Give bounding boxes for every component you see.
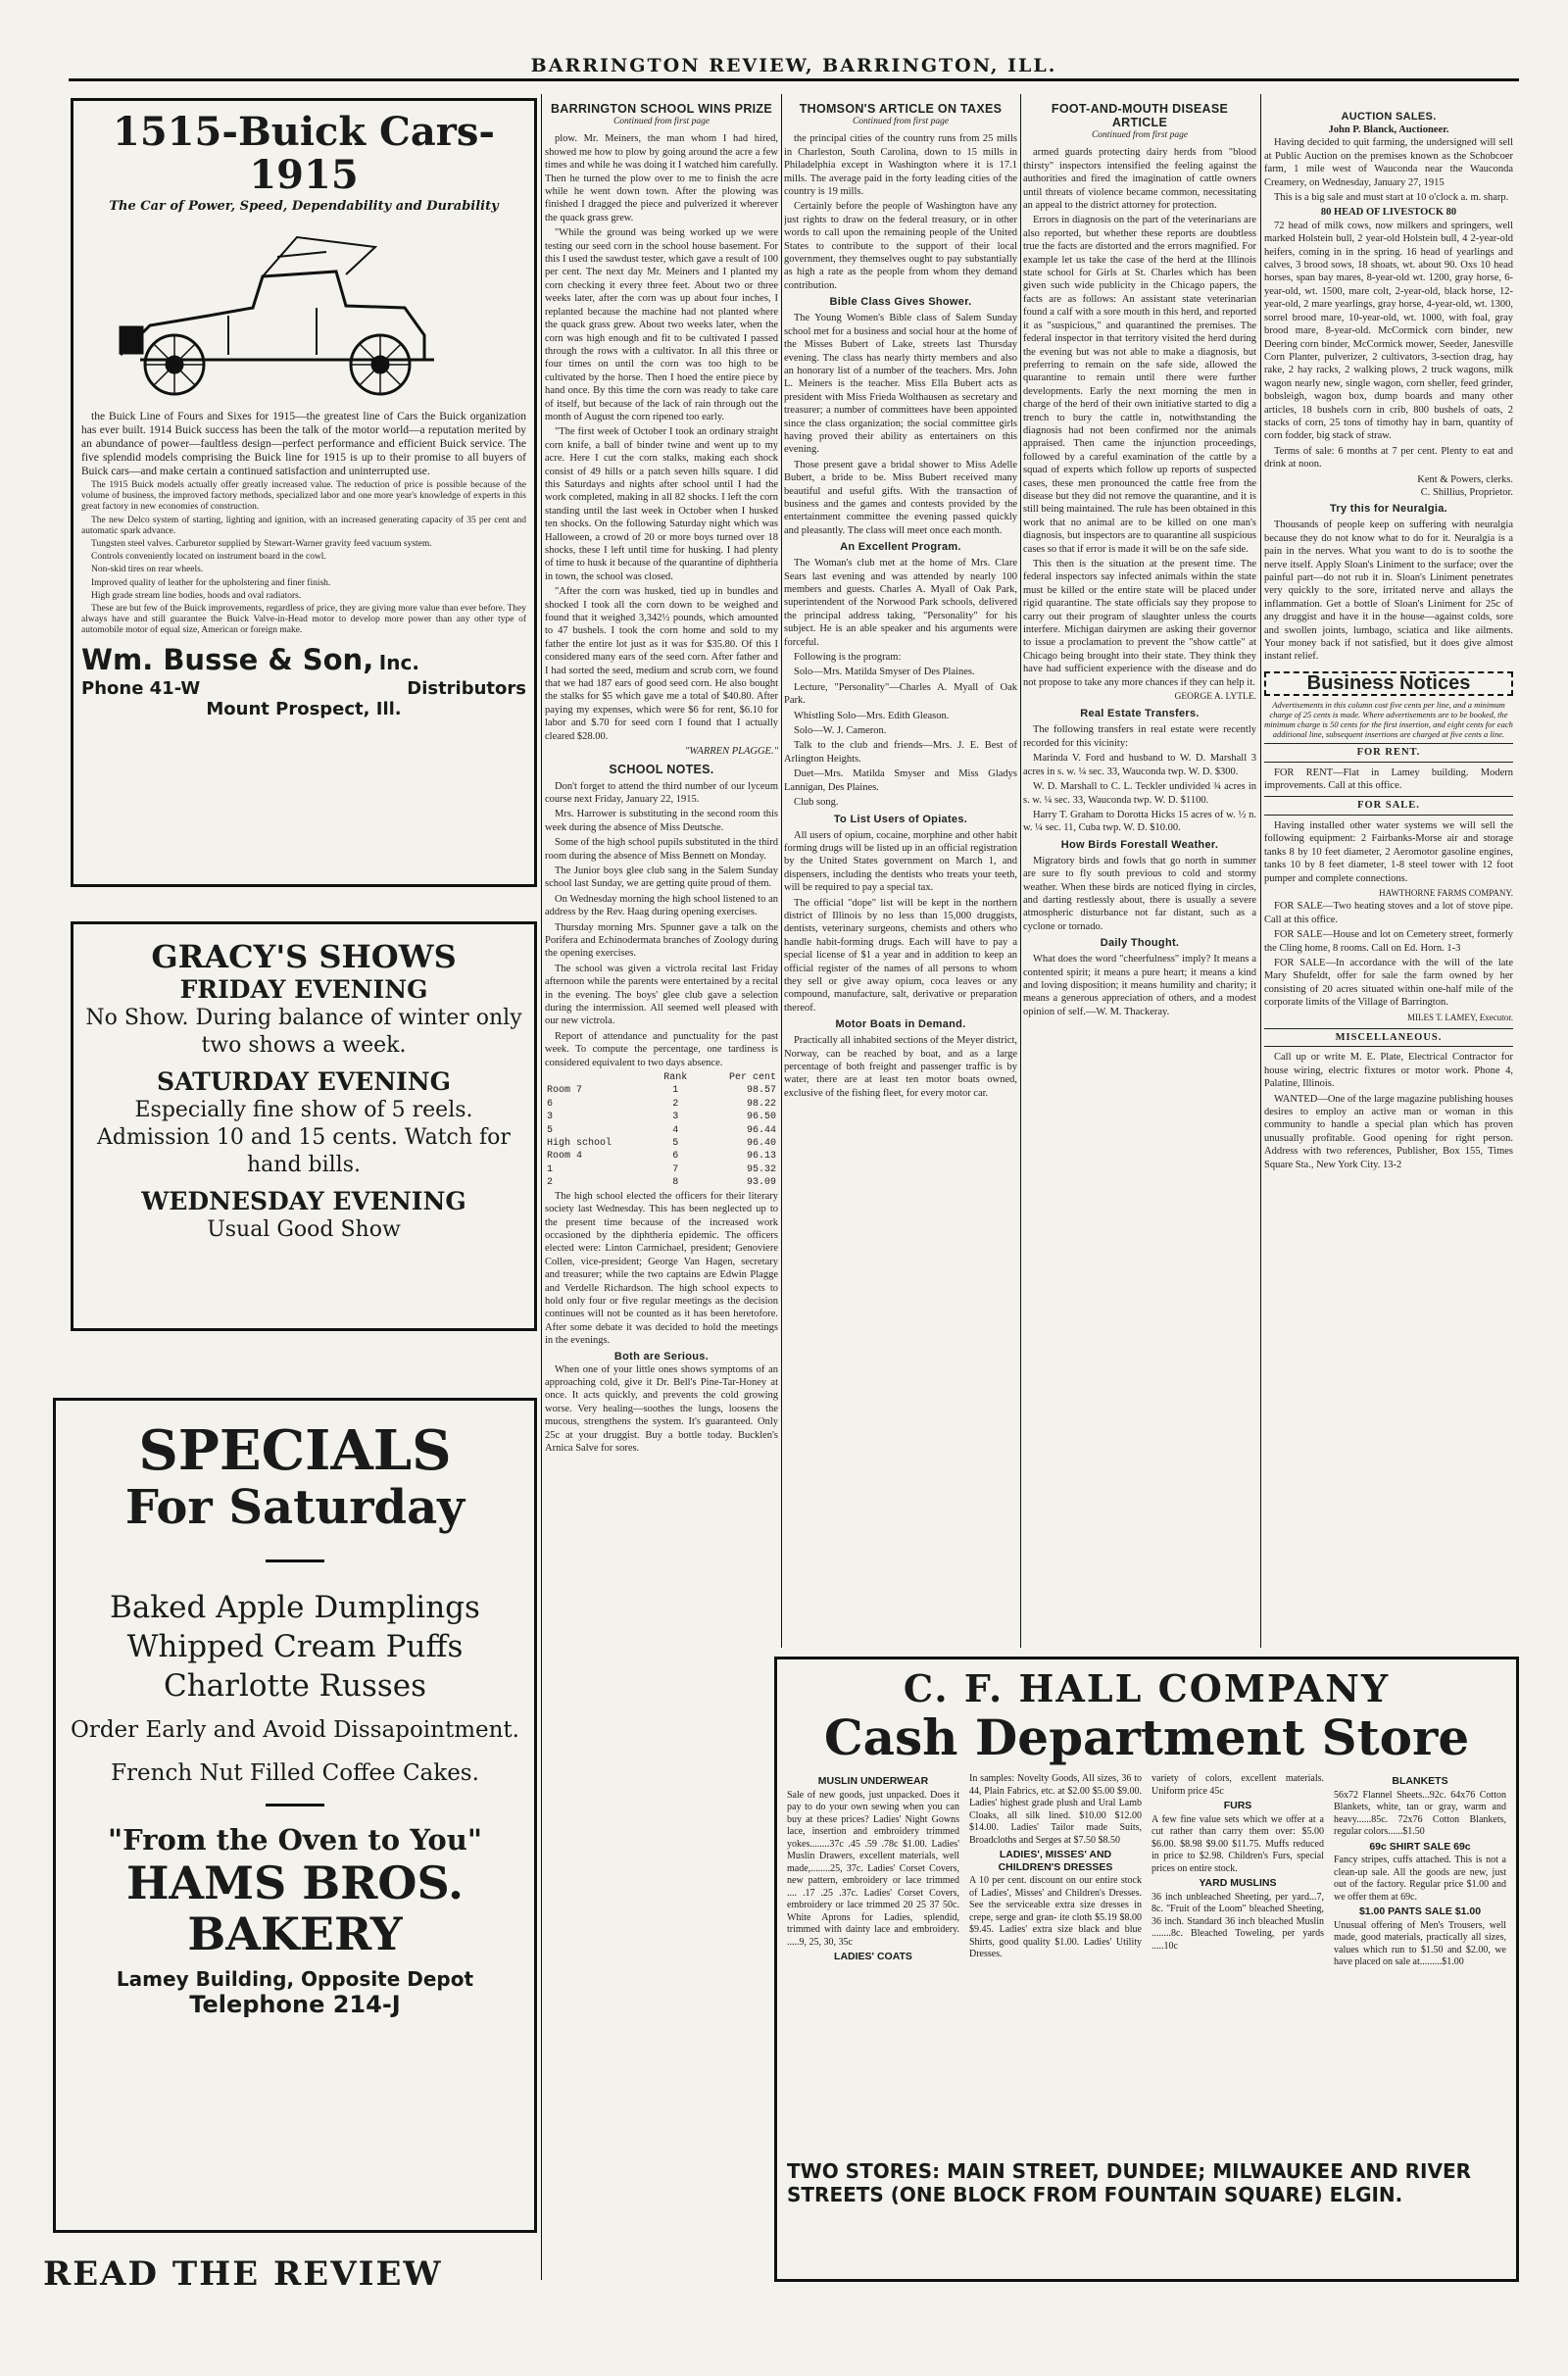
school-article: [545, 102, 778, 2347]
hall-company-ad: [774, 1657, 1519, 2282]
furs-headline: FURS: [1223, 1800, 1252, 1811]
specials-item-1: Whipped Cream Puffs: [126, 1629, 464, 1664]
hams-address: Lamey Building, Opposite Depot: [116, 1967, 474, 1991]
buick-dealer: Wm. Busse & Son,: [81, 642, 374, 676]
motorboats-p1: Practically all inhabited sections of the Meyer district, Norway, can be reached by boat, and as a large percentage of both freight and passenger traffic is by water, there are at least ten motor boats owned, exclusive of the fishing fleet, for every motor car.: [784, 1035, 1017, 1099]
attendance-percent: 98.22: [746, 1098, 776, 1110]
hams-name: HAMS BROS.: [125, 1856, 465, 1909]
attendance-row: [545, 1098, 778, 1111]
school-note-7: The school was given a victrola recital last Friday afternoon while the parents were entertained by a recital in the evening. The boys' glee club gave a selection during the intermission. All seemed well pleased with our new victrola.: [545, 963, 778, 1027]
program-p5: Whistling Solo—Mrs. Edith Gleason.: [794, 710, 950, 721]
foot-p2: Errors in diagnosis on the part of the veterinarians are also reported, but whether these reports are doubtless true the facts are distorted and the errors magnified. For example let us take the case of the herd at the Illinois state school for Girls at St. Charles which has been given such wide publicity in the Chicago papers, the facts are as follows: An assistant state veterinarian found a calf with a sore mouth in this herd, and reported it as "suspicious," and quarantined the premises. The federal inspector in that territory visited the herd during the evening but was not able to make a diagnosis, but preferring to remain on the safe side, allowed the quarantine to remain until there were further developments. Early the next morning the men in charge of the herd of their own initiative started to dig a trench to bury the cattle in, notwithstanding the diagnosis had not been confirmed nor the animals appraised. Then came the injunction proceedings, followed by a careful examination of the cattle by a squad of experts which follow up reports of suspected cases, these men pronounced the cattle free from the disease but they did not remove the quarantine, and it is still being maintained. The rule has been obtained in this work that no animal are to be killed on one man's diagnosis, but inspectors are to quarantine all suspicious cases so that if error is made it will be on the safe side.: [1023, 215, 1256, 555]
buick-town: Mount Prospect, Ill.: [206, 698, 402, 719]
hams-oven: "From the Oven to You": [108, 1823, 482, 1856]
pants-sale-text: Unusual offering of Men's Trousers, well made, good materials, practically all sizes, values which run to $1.50 and $2.00, we have placed on sale at.........$1.00: [1334, 1919, 1506, 1967]
program-p2: Following is the program:: [794, 652, 902, 664]
buick-body-5: Controls conveniently located on instrument board in the cowl.: [91, 552, 326, 563]
for-sale-2: FOR SALE—Two heating stoves and a lot of stove pipe. Call at this office.: [1264, 901, 1513, 925]
gracy-saturday: SATURDAY EVENING: [157, 1067, 451, 1096]
attendance-header-percent: Per cent: [728, 1072, 776, 1084]
attendance-room: 1: [547, 1163, 554, 1175]
school-note-8: Report of attendance and punctuality for the past week. To compute the percentage, one tardiness is considered equivalent to two days absence.: [545, 1030, 778, 1068]
opiates-p2: The official "dope" list will be kept in the northern district of Illinois by no less than 15,000 druggists, dentists, veterinary surgeons, chemists and others who handle habit-forming drugs. Each will have to pay a special license of $1 a year and in addition to keep an official register of the names of all persons to whom they sell or give away opium, coca leaves or any compound, manufacture, salt, derivative or preparation thereof.: [784, 897, 1017, 1014]
attendance-row: [545, 1084, 778, 1097]
hall-title: C. F. HALL COMPANY: [903, 1666, 1391, 1710]
program-p7: Talk to the club and friends—Mrs. J. E. Best of Arlington Heights.: [784, 740, 1017, 765]
thomson-continued: Continued from first page: [852, 117, 950, 126]
specials-order: Order Early and Avoid Dissapointment.: [70, 1717, 519, 1743]
hall-col-4: [1334, 1773, 1506, 2152]
car-icon: [81, 218, 532, 410]
for-sale-4-sig: MILES T. LAMEY, Executor.: [1407, 1012, 1513, 1022]
column-separator: [1020, 94, 1021, 1648]
hams-telephone: Telephone 214-J: [189, 1991, 401, 2018]
motorboats-headline: Motor Boats in Demand.: [835, 1018, 966, 1031]
furs-text: A few fine value sets which we offer at a cut rather than carry them over: $5.00 $6.00. $8.98 $9.00 $11.75. Muffs reduced in price to $2.98. Children's Furs, special prices on entire stock.: [1152, 1813, 1324, 1874]
foot-p1: armed guards protecting dairy herds from "blood thirsty" inspectors intensified the feeling against the authorities and fired the imagination of cattle owners until threats of violence became common, necessitating an appeal to the district attorney for protection.: [1023, 147, 1256, 212]
attendance-room: 3: [547, 1112, 554, 1123]
attendance-row: [545, 1150, 778, 1163]
foot-signature: GEORGE A. LYTLE.: [1174, 692, 1256, 703]
for-sale-1: Having installed other water systems we will sell the following equipment: 2 Fairbanks-Morse air and storage tanks 8 by 10 feet diameter, 2 Aeromotor gasoline engines, tanks 10 by 8 feet diameter, 1-8 steel tower with 12 foot pumper and complete connections.: [1264, 819, 1513, 884]
school-note-3: Some of the high school pupils substituted in the third room during the absence of Miss Bennett on Monday.: [545, 837, 778, 862]
buick-body-9: These are but few of the Buick improvements, regardless of price, they are giving more value than ever before. They always have and still guarantee the Buick Valve-in-Head motor to develop more power than any other type of automobile motor of equal size, American or foreign make.: [81, 604, 526, 636]
buick-body-7: Improved quality of leather for the upholstering and finer finish.: [91, 577, 331, 588]
gracy-title: GRACY'S SHOWS: [151, 938, 457, 975]
school-note-6: Thursday morning Mrs. Spunner gave a talk on the Porifera and Echinodermata branches of Zoology during the opening exercises.: [545, 921, 778, 960]
realestate-p2: Marinda V. Ford and husband to W. D. Marshall 3 acres in s. w. ¼ sec. 33, Wauconda twp. W. D. $300.: [1023, 753, 1256, 777]
specials-item-2: Charlotte Russes: [163, 1668, 427, 1704]
attendance-rank: 1: [672, 1085, 679, 1097]
blankets-headline: BLANKETS: [1392, 1775, 1448, 1787]
school-p1: plow. Mr. Meiners, the man whom I had hired, showed me how to plow by going around the acre a few times and while he was doing it I watched him carefully. Then he turned the plow over to me to finish the acre while he went down town. After the plowing was finished I dragged the piece and pulverized it wherever the quack grass grew.: [545, 133, 778, 223]
school-notes-headline: SCHOOL NOTES.: [609, 762, 714, 776]
program-p8: Duet—Mrs. Matilda Smyser and Miss Gladys Lannigan, Des Plaines.: [784, 768, 1017, 793]
attendance-row: [545, 1111, 778, 1123]
realestate-headline: Real Estate Transfers.: [1080, 708, 1200, 720]
specials-french: French Nut Filled Coffee Cakes.: [111, 1760, 479, 1786]
auction-proprietor: C. Shillius, Proprietor.: [1420, 486, 1513, 498]
attendance-percent: 98.57: [746, 1085, 776, 1097]
realestate-p3: W. D. Marshall to C. L. Teckler undivided ¾ acres in s. w. ¼ sec. 33, Wauconda twp. W. D. $1100.: [1023, 781, 1256, 806]
business-rates: Advertisements in this column cost five cents per line, and a minimum charge of 25 cents is made. Where advertisements are to be booked, the minimum charge is 50 cents for the first insertion, and eight cents for each additional line, subsequent insertions are charged at five cents a line.: [1264, 700, 1513, 740]
attendance-room: High school: [547, 1138, 612, 1150]
misc-1: Call up or write M. E. Plate, Electrical Contractor for house wiring, electric fixtures or motor work. Phone 4, Palatine, Illinois.: [1264, 1052, 1513, 1090]
foot-continued: Continued from first page: [1091, 130, 1189, 140]
foot-p3: This then is the situation at the present time. The federal inspectors say infected animals within the state must be killed or the entire state will be placed under rigid quarantine. The state officials say they propose to carry out their program of slaughter unless the courts interfere. Michigan dairymen are asking their governor to issue a proclamation to prevent the "show cattle" at Chicago being brought into their state. They think they have had sufficient experience with the disease and do not propose to take any more chances if they can help it.: [1023, 559, 1256, 688]
daily-thought-headline: Daily Thought.: [1100, 937, 1180, 950]
for-sale-4: FOR SALE—In accordance with the will of the late Mary Shufeldt, offer for sale the farm owned by her consisting of 20 acres situated within one-half mile of the corporate limits of the Village of Barrington.: [1264, 957, 1513, 1009]
attendance-rank: 3: [672, 1112, 679, 1123]
yard-muslins-headline: YARD MUSLINS: [1199, 1877, 1277, 1889]
program-headline: An Excellent Program.: [840, 541, 961, 554]
attendance-room: Room 4: [547, 1151, 583, 1163]
gracy-friday-text: No Show. During balance of winter only two shows a week.: [85, 1006, 522, 1058]
bible-p1: The Young Women's Bible class of Salem Sunday school met for a business and social hour at the home of the Misses Bubert of Lake, streets last Thursday evening. The class has nearly thirty members and also an honorary list of a number of the teachers. Mrs. John L. Meiners is the teacher. Miss Ella Bubert acts as president with Miss Frieda Wolthausen as secretary and treasurer; a number of committees have been appointed since the class organization; the social committee girls having proved their ability as entertainers on this evening.: [784, 313, 1017, 456]
misc-2: WANTED—One of the large magazine publishing houses desires to employ an active man or woman in this community to handle a special plan which has proven unusually profitable. Good opening for right person. Address with two references, Publisher, Box 155, Times Square Sta., New York City. 13-2: [1264, 1093, 1513, 1170]
buick-ad: [71, 98, 537, 887]
business-notices-title: Business Notices: [1264, 671, 1513, 696]
pants-sale-headline: $1.00 PANTS SALE $1.00: [1358, 1906, 1482, 1917]
hall-col-1: [787, 1773, 959, 2152]
foot-headline: FOOT-AND-MOUTH DISEASE ARTICLE: [1051, 102, 1229, 129]
attendance-rank: 5: [672, 1138, 679, 1150]
school-headline: BARRINGTON SCHOOL WINS PRIZE: [550, 102, 772, 116]
buick-dealer-inc: Inc.: [378, 650, 419, 674]
buick-phone: Phone 41-W: [81, 677, 201, 699]
bible-headline: Bible Class Gives Shower.: [829, 296, 972, 309]
hall-footer: TWO STORES: MAIN STREET, DUNDEE; MILWAUKEE AND RIVER STREETS (ONE BLOCK FROM FOUNTAIN SQUARE) ELGIN.: [787, 2159, 1472, 2206]
misc-headline: MISCELLANEOUS.: [1264, 1028, 1513, 1047]
specials-title: SPECIALS: [138, 1418, 452, 1483]
school-p2: "While the ground was being worked up we were testing our seed corn in the school house basement. For this I used the sawdust tester, which gave a result of 100 per cent. The next day Mr. Meiners and I planted my corn checking it every three feet. About two or three weeks later, after the corn was up about four inches, I replanted because the machine had not planted where the quack grass grew. About two weeks later, when the corn was high enough and fit to be cultivated I passed through the rows with a cultivator. In all this three or four times on until the corn was too high to be cultivated by the horse. Then I hoed the entire piece by hand once. By this time the corn was ready to take care of itself, but because of the lack of rain through out the month of August the corn ripened too early.: [545, 227, 778, 422]
shirt-sale-headline: 69c SHIRT SALE 69c: [1369, 1840, 1471, 1853]
auction-p1: Having decided to quit farming, the undersigned will sell at Public Auction on the premises known as the Schobcoer farm, 1 mile west of Wauconda near the Wauconda Creamery, on Wednesday, January 27, 1915: [1264, 137, 1513, 188]
school-note-2: Mrs. Harrower is substituting in the second room this week during the absence of Miss Deutsche.: [545, 809, 778, 833]
program-p9: Club song.: [794, 797, 839, 809]
auction-clerks: Kent & Powers, clerks.: [1417, 473, 1513, 485]
specials-subtitle: For Saturday: [124, 1480, 466, 1535]
column-separator: [541, 94, 542, 2280]
hall-subtitle: Cash Department Store: [823, 1708, 1470, 1766]
gracy-saturday-text: Especially fine show of 5 reels. Admission 10 and 15 cents. Watch for hand bills.: [97, 1098, 511, 1177]
buick-car-illustration: [81, 218, 526, 410]
attendance-percent: 93.09: [746, 1177, 776, 1189]
buick-slogan: The Car of Power, Speed, Dependability and Durability: [109, 199, 499, 214]
hall-samples-text: In samples: Novelty Goods, All sizes, 36 to 44, Plain Fabrics, etc. at $2.00 $5.00 $9.00. Ladies' highest grade plush and Ural Lamb Cloaks, all silk lined. $10.00 $12.00 $14.00. Ladies' Tailor made Suits, Broadcloths and Serges at $7.50 $8.50: [969, 1773, 1142, 1846]
attendance-table: [545, 1071, 778, 1190]
read-the-review: READ THE REVIEW: [43, 2254, 443, 2294]
attendance-percent: 96.40: [746, 1138, 776, 1150]
specials-item-0: Baked Apple Dumplings: [110, 1590, 480, 1625]
hall-col-3: [1152, 1773, 1324, 2152]
blankets-text: 56x72 Flannel Sheets...92c. 64x76 Cotton Blankets, white, tan or gray, warm and heavy......85c. 72x76 Cotton Blankets, regular colors......$1.50: [1334, 1789, 1506, 1837]
attendance-room: Room 7: [547, 1085, 583, 1097]
attendance-percent: 96.50: [746, 1112, 776, 1123]
attendance-header-rank: Rank: [663, 1072, 688, 1084]
program-p4: Lecture, "Personality"—Charles A. Myall of Oak Park.: [784, 681, 1017, 707]
attendance-row: [545, 1176, 778, 1189]
buick-title: 1515-Buick Cars-1915: [113, 109, 495, 198]
for-sale-3: FOR SALE—House and lot on Cemetery street, formerly the Cling home, 8 rooms. Call on Ed. Horn. 1-3: [1264, 929, 1513, 954]
gracy-friday: FRIDAY EVENING: [179, 975, 428, 1004]
birds-headline: How Birds Forestall Weather.: [1060, 838, 1219, 851]
thomson-p2: Certainly before the people of Washington have any just rights to draw on the federal treasury, or in other words to call upon the remaining people of the United States to contribute to the support of their local government, they themselves ought to pay substantially as high a rate as the people from whom they demand contribution.: [784, 201, 1017, 291]
ladies-coats-headline: LADIES' COATS: [834, 1951, 912, 1962]
masthead-rule: [69, 78, 1519, 81]
attendance-rank: 8: [672, 1177, 679, 1189]
auction-auctioneer: John P. Blanck, Auctioneer.: [1328, 124, 1449, 135]
auction-p4: 72 head of milk cows, now milkers and springers, well marked Holstein bull, 2 year-old Holstein bull, 4 2-year-old heifers, coming in in the spring. 16 head of yearlings and calves, 3 brood sows, 18 shoats, wt. about 90. Oxs 10 head horses, span bay mares, 8-year-old wt. 1200, gray horse, 6-year-old, wt. 1500, mare colt, 2-year-old, black horse, 12-year-old, 2 mare yearlings, gray horse, 4-year-old, wt. 1300, sorrel brood mare, 10-year-old, wt. 1000, with foal, gray brood mare, 8-year-old. McCormick corn binder, new Deering corn binder, McCormick mower, Seeder, Janesville Corn Planter, pulverizer, 2 cultivators, 3-section drag, hay rake, 2 hay racks, 2 walking plows, 2 truck wagons, milk wagon nearly new, single wagon, corn sheller, feed grinder, bobsleigh, wagon box, dump boards and many other articles, 18 bushels corn in crib, 800 bushels of oats, 2 stacks of corn, 25 tons of timothy hay in barn, quantity of corn fodder, big stack of straw.: [1264, 220, 1513, 442]
school-p3: "The first week of October I took an ordinary straight corn knife, a ball of binder twine and went up to my acre. Here I cut the corn stalks, making each shock consist of 49 hills or a patch seven hills square. I did this Saturdays and nights after school until I had the work completed, making in all 82 shocks. I left the corn standing until the last week in October when I husked ten shocks. On the following Saturday night which was Halloween, a crowd of 20 or more boys turned over 18 shocks, these I left until time for husking. I had plenty of time to husk it because of the quarantine of diphtheria in town, the school was closed.: [545, 426, 778, 582]
hams-bakery-ad: [53, 1398, 537, 2233]
attendance-rank: 7: [672, 1163, 679, 1175]
buick-body-6: Non-skid tires on rear wheels.: [91, 565, 204, 575]
attendance-percent: 96.13: [746, 1151, 776, 1163]
dresses-headline: LADIES', MISSES' AND CHILDREN'S DRESSES: [998, 1849, 1113, 1873]
thomson-p1: the principal cities of the country runs from 25 mills in Charleston, South Carolina, down to 15 mills in Philadelphia except in Washington where it is 17.1 mills. The average paid in the forty leading cities of the country is 19 mills.: [784, 133, 1017, 198]
attendance-room: 6: [547, 1098, 554, 1110]
auction-p5: Terms of sale: 6 months at 7 per cent. Plenty to eat and drink at noon.: [1264, 445, 1513, 470]
buick-body-3: The new Delco system of starting, lighting and ignition, with an increased generating capacity of 35 per cent and automatic spark advance.: [81, 515, 526, 536]
buick-body-8: High grade stream line bodies, hoods and oval radiators.: [91, 590, 302, 601]
attendance-rank: 4: [672, 1124, 679, 1136]
attendance-room: 2: [547, 1177, 554, 1189]
muslin-underwear-headline: MUSLIN UNDERWEAR: [817, 1775, 929, 1787]
muslin-underwear-text: Sale of new goods, just unpacked. Does it pay to do your own sewing when you can buy at these prices? Ladies' Night Gowns lace, insertion and embroidery trimmed yokes........37c .45 .59 .78c $1.00. Ladies' Muslin Drawers, excellent materials, well made,........25, 37c. Ladies' Corset Covers, new pattern, embroidery or lace trimmed .... .17 .25 .37c. Ladies' Corset Covers, embroidery or lace trimmed 20 25 37 50c. White Aprons for Ladies, splendid, trimmed with dainty lace and embroidery. .....9, 25, 30, 35c: [787, 1789, 959, 1948]
opiates-p1: All users of opium, cocaine, morphine and other habit forming drugs will be listed up in an official registration by the United States government on March 1, and dispensers, including the dentists who treats your teeth, will be required to pay a special tax.: [784, 829, 1017, 894]
buick-body-2: The 1915 Buick models actually offer greatly increased value. The reduction of price is possible because of the volume of business, the improved factory methods, specialized labor and one more year's knowledge of experts in this great factory in new economies of construction.: [81, 480, 526, 513]
for-sale-headline: FOR SALE.: [1264, 796, 1513, 815]
program-p6: Solo—W. J. Cameron.: [794, 725, 887, 737]
specials-divider: [266, 1559, 324, 1562]
opiates-headline: To List Users of Opiates.: [833, 813, 968, 825]
bible-p2: Those present gave a bridal shower to Miss Adelle Bubert, a bride to be. Miss Bubert received many beautiful and useful gifts. With the transaction of business and the games and contests provided by the entertainment committee the evening passed quickly and pleasantly. The class will meet once each month.: [784, 459, 1017, 536]
serious-body: When one of your little ones shows symptoms of an approaching cold, give it Dr. Bell's Pine-Tar-Honey at once. It acts quickly, and prevents the cold growing worse. Very healing—soothes the lungs, loosens the mucous, strengthens the system. It's guaranteed. Only 25c at your druggist. Buy a bottle today. Bucklen's Arnica Salve for sores.: [545, 1363, 778, 1454]
attendance-room: 5: [547, 1124, 554, 1136]
for-rent-headline: FOR RENT.: [1264, 743, 1513, 762]
thomson-headline: THOMSON'S ARTICLE ON TAXES: [799, 102, 1003, 116]
yard-muslins-text: 36 inch unbleached Sheeting, per yard...7, 8c. "Fruit of the Loom" bleached Sheeting, 36 inch. Standard 36 inch bleached Muslin ........8c. Bleached Toweling, per yards .....10c: [1152, 1891, 1324, 1952]
auction-p2: This is a big sale and must start at 10 o'clock a. m. sharp.: [1274, 192, 1509, 204]
buick-distributors: Distributors: [407, 677, 526, 699]
auction-column: [1264, 110, 1513, 1639]
neuralgia-p1: Thousands of people keep on suffering with neuralgia because they do not know what to do for it. Neuralgia is a pain in the nerves. What you want to do is to soothe the nerve itself. Apply Sloan's Liniment to the surface; over the painful part—do not rub it in. Sloan's Liniment penetrates very quickly to the sore, irritated nerve and allays the inflammation. Get a bottle of Sloan's Liniment for 25c of any druggist and have it in the house—against colds, sore and swollen joints, lumbago, sciatica and like ailments. Your money back if not satisfied, but it does give almost instant relief.: [1264, 520, 1513, 663]
dresses-text: A 10 per cent. discount on our entire stock of Ladies', Misses' and Children's Dresses. See the serviceable extra size dresses in crepe, serge and gran- ite cloth $5.19 $8.00 $9.45. Ladies' extra size black and blue Shirts, good quality $1.00. Ladies' Utility Dresses.: [969, 1875, 1142, 1959]
school-p4: "After the corn was husked, tied up in bundles and shocked I took all the corn down to be weighed and found that it weighed 3,342½ pounds, which amounted to 47 bushels. I took the corn home and sold to my father the entire lot just as it was for $35.80. Of this I considered many ears of the seed corn. After father and I had sorted the seed, medium and scrub corn, we found that we had 187 ears of good seed corn. He also bought the stalks for $5 which gave me a total of $40.80. After paying my expenses, which were $6 for rent, $6.10 for labor and $.70 for seed corn I found that I actually cleared $28.00.: [545, 586, 778, 742]
realestate-p1: The following transfers in real estate were recently recorded for this vicinity:: [1023, 724, 1256, 749]
column-separator: [781, 94, 782, 1648]
buick-body-1: the Buick Line of Fours and Sixes for 1915—the greatest line of Cars the Buick organization has ever built. 1914 Buick success has been the talk of the motor world—a reputation merited by an abundance of power—faultless design—perfect performance and efficient Buick service. The five splendid models comprising the Buick line for 1915 is up to their promise to all buyers of Buick cars—and make certain a continued satisfaction and uninterrupted use.: [81, 411, 526, 477]
column-separator: [1260, 94, 1261, 1648]
for-sale-1-sig: HAWTHORNE FARMS COMPANY.: [1379, 887, 1513, 898]
school-note-9: The high school elected the officers for their literary society last Wednesday. This has been neglected up to the present time because of the increased work occasioned by the diphtheria epidemic. The officers elected were: Linton Carmichael, president; Genoviere Collen, vice-president; George Van Hagen, secretary and treasurer; while the two captains are Edwin Plagge and Verdelle Richardson. The high school expects to hold only four or five regular meetings as the decision continues will not be counted as it has been heretofore. After some debate it was decided to hold the meetings in the evenings.: [545, 1190, 778, 1347]
daily-thought-p1: What does the word "cheerfulness" imply? It means a contented spirit; it means a pure heart; it means a kind and loving disposition; it means humility and charity; it means a generous appreciation of others, and a modest opinion of self.—W. M. Thackeray.: [1023, 954, 1256, 1017]
gracy-wednesday-text: Usual Good Show: [207, 1217, 401, 1242]
buick-body-4: Tungsten steel valves. Carburetor supplied by Stewart-Warner gravity feed vacuum system.: [91, 539, 432, 550]
gracy-wednesday: WEDNESDAY EVENING: [141, 1187, 466, 1215]
program-p3: Solo—Mrs. Matilda Smyser of Des Plaines.: [794, 667, 975, 678]
attendance-percent: 96.44: [746, 1124, 776, 1136]
hall-uniform-text: variety of colors, excellent materials. Uniform price 45c: [1152, 1773, 1324, 1797]
hall-col-2: [969, 1773, 1142, 2152]
specials-divider-2: [266, 1804, 324, 1807]
neuralgia-headline: Try this for Neuralgia.: [1330, 503, 1447, 516]
serious-headline: Both are Serious.: [613, 1350, 710, 1362]
attendance-row: [545, 1163, 778, 1176]
auction-livestock: 80 HEAD OF LIVESTOCK 80: [1320, 207, 1457, 219]
school-note-1: Don't forget to attend the third number of our lyceum course next Friday, January 22, 1915.: [545, 780, 778, 805]
hams-bakery: BAKERY: [187, 1907, 403, 1960]
birds-p1: Migratory birds and fowls that go north in summer are sure to fly south previous to cold and stormy weather. When these birds are noticed flying in circles, and darting restlessly about, there is usually a severe atmospheric disturbance not far distant, such as a cyclone or tornado.: [1023, 855, 1256, 932]
auction-headline: AUCTION SALES.: [1341, 111, 1437, 123]
thomson-article: [784, 102, 1017, 1631]
attendance-rank: 2: [672, 1098, 679, 1110]
attendance-row: [545, 1124, 778, 1137]
attendance-row: [545, 1137, 778, 1150]
attendance-header: [545, 1071, 778, 1084]
for-rent-1: FOR RENT—Flat in Lamey building. Modern improvements. Call at this office.: [1264, 767, 1513, 792]
school-note-4: The Junior boys glee club sang in the Salem Sunday school last Sunday, we are getting quite proud of them.: [545, 865, 778, 890]
realestate-p4: Harry T. Graham to Dorotta Hicks 15 acres of w. ½ n. w. ¼ sec. 11, Cuba twp. W. D. $10.00.: [1023, 809, 1256, 834]
attendance-rank: 6: [672, 1151, 679, 1163]
school-continued: Continued from first page: [612, 117, 710, 126]
foot-mouth-article: [1023, 102, 1256, 1631]
school-signature: "WARREN PLAGGE.": [685, 746, 778, 758]
shirt-sale-text: Fancy stripes, cuffs attached. This is not a clean-up sale. All the goods are new, just out of the factory. Regular price $1.00 and we offer them at 69c.: [1334, 1855, 1506, 1903]
gracy-ad: [71, 921, 537, 1331]
attendance-percent: 95.32: [746, 1163, 776, 1175]
masthead: BARRINGTON REVIEW, BARRINGTON, ILL.: [530, 55, 1057, 76]
program-p1: The Woman's club met at the home of Mrs. Clare Sears last evening and was attended by nearly 100 members and guests. Charles A. Myall of Oak Park, superintendent of the Norwood Park schools, delivered the principal address taking, "Personality" for his subject. He is an able speaker and his arguments were forceful.: [784, 558, 1017, 648]
attendance-header-room: [545, 1071, 654, 1084]
school-note-5: On Wednesday morning the high school listened to an address by the Rev. Haag during opening exercises.: [545, 893, 778, 918]
